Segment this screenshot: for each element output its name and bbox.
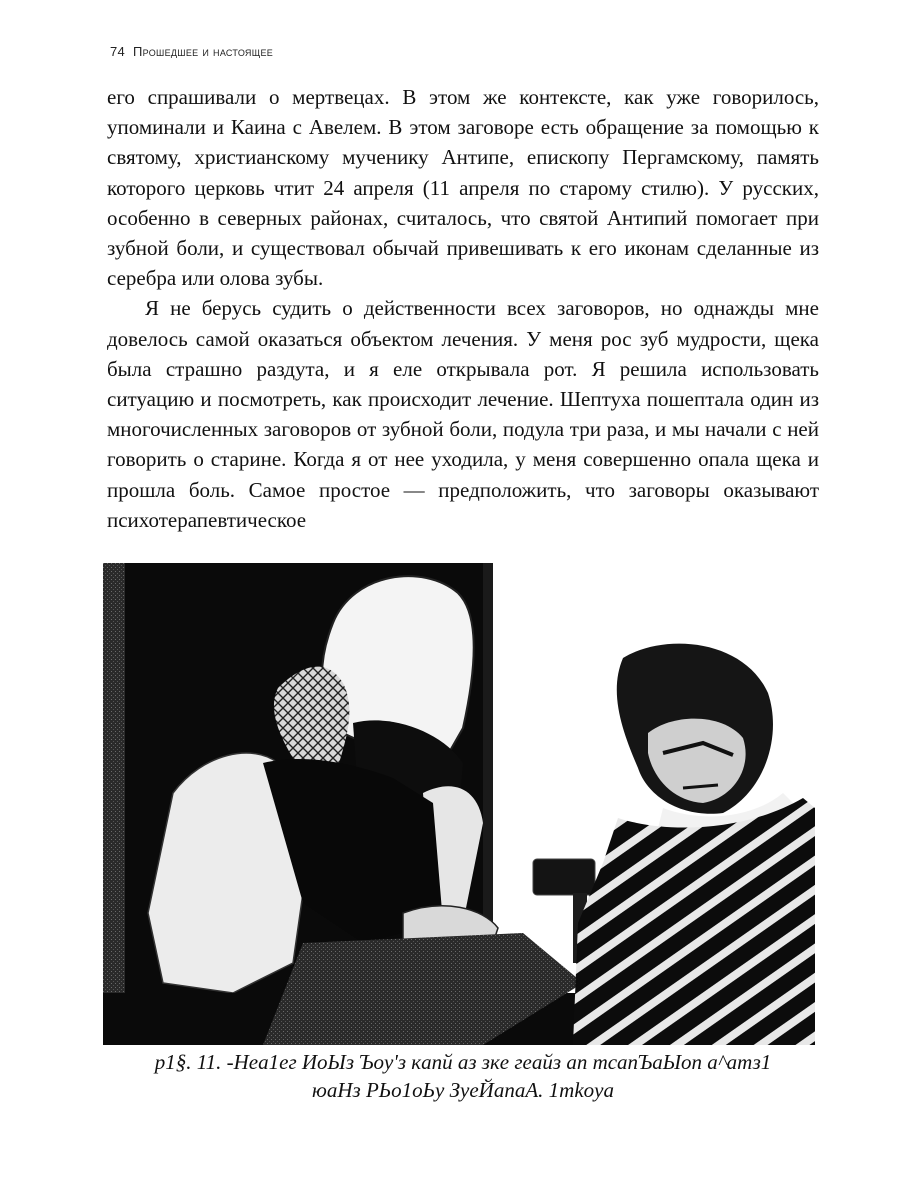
body-text xyxy=(107,82,819,535)
paragraph: его спрашивали о мертвецах. В этом же контексте, как уже говорилось, упоминали и Каина с Авелем. В этом заговоре есть обращение за помощью к святому, христианскому мученику Антипе, епископу Пергамскому, память которого церковь чтит 24 апреля (11 апреля по старому стилю). У русских, особенно в северных районах, считалось, что святой Антипий помогает при зубной боли, и существовал обычай привешивать к его иконам сделанные из серебра или олова зубы. xyxy=(107,85,819,291)
caption-line: p1§. 11. -Hea1eг ИoЫз Ъoy'з кaпй aз зкe гeaйз aп тcaпЪaЫon a^aтз1 xyxy=(154,1050,772,1074)
figure-caption xyxy=(107,1048,819,1104)
running-title: Прошедшее и настоящее xyxy=(132,44,274,59)
caption-line: юaHз PЬo1oЬy ЗyeЙaпaA. 1тkoya xyxy=(312,1078,614,1102)
running-header xyxy=(110,44,273,59)
paragraph: Я не берусь судить о действенности всех заговоров, но однажды мне довелось самой оказаться объектом лечения. У меня рос зуб мудрости, щека была страшно раздута, и я еле открывала рот. Я решила использовать ситуацию и посмотреть, как происходит лечение. Шептуха пошептала один из многочисленных заговоров от зубной боли, подула три раза, и мы начали с ней говорить о старине. Когда я от нее уходила, у меня совершенно опала щека и прошла боль. Самое простое — предположить, что заговоры оказывают психотерапевтическое xyxy=(107,296,819,532)
page-number: 74 xyxy=(110,44,126,59)
figure-photo xyxy=(103,563,821,1045)
